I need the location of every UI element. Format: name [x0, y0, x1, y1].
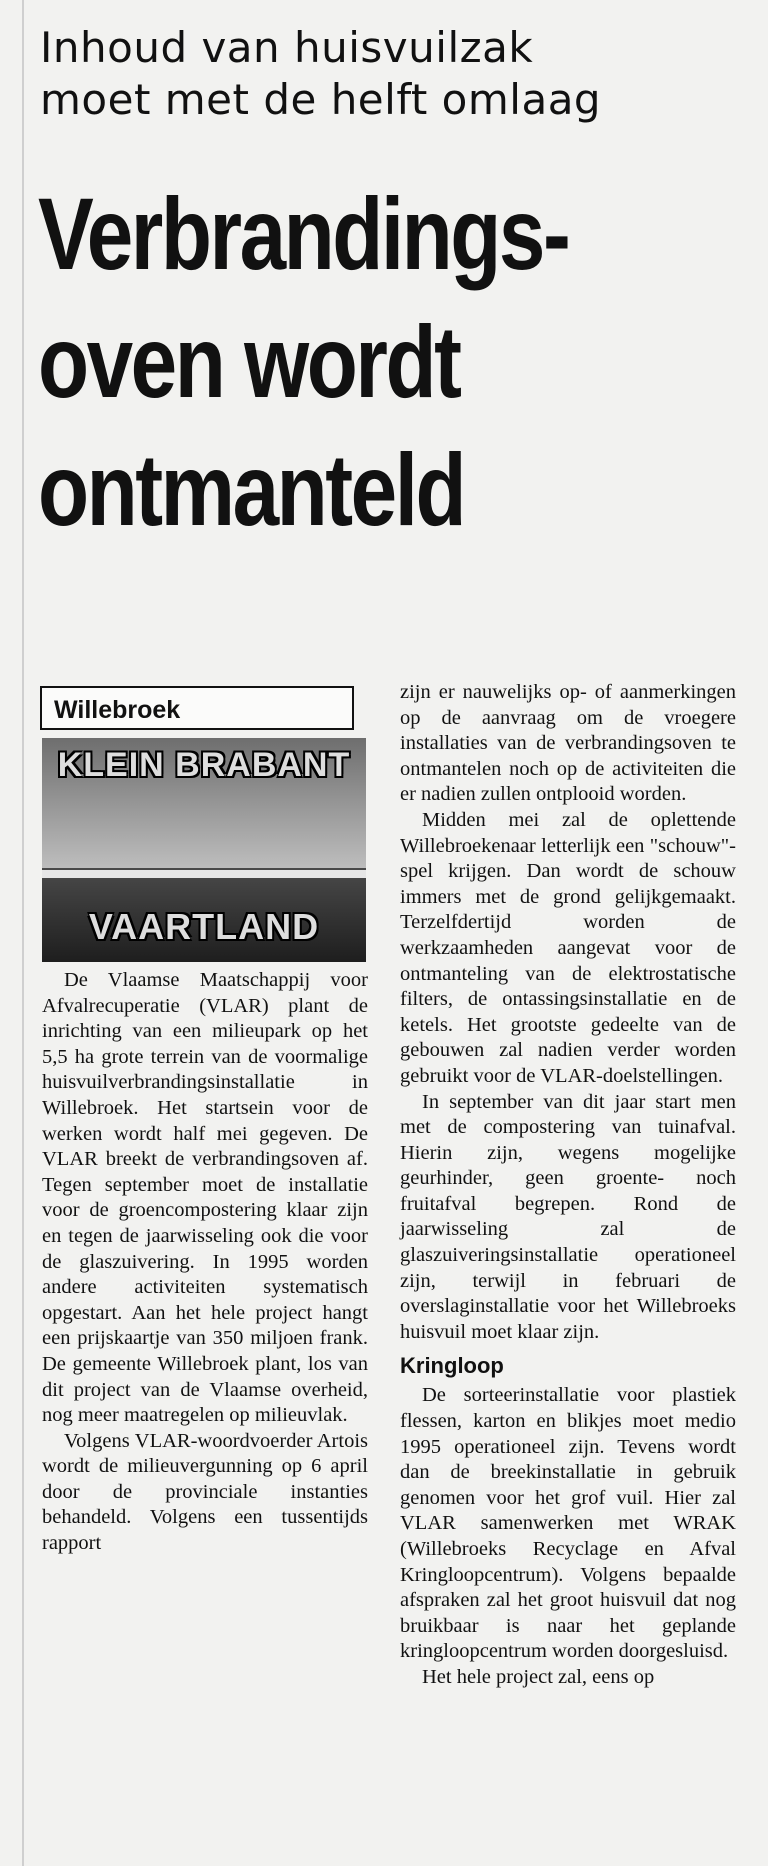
- paragraph: Het hele project zal, eens op: [422, 1665, 655, 1688]
- headline-line: Verbrandings-: [38, 177, 569, 291]
- logo-water: [42, 870, 366, 878]
- headline-line: oven wordt: [38, 305, 460, 419]
- kicker: [40, 22, 750, 126]
- left-column: [38, 686, 368, 1557]
- paragraph: zijn er nauwelijks op- of aanmerkingen op de aanvraag om de vroegere installaties van de verbrandingsoven te ontmantelen noch op de activiteiten die er nadien zullen ontplooid worden.: [400, 681, 736, 806]
- paragraph: De sorteerinstallatie voor plastiek flessen, karton en blikjes moet medio 1995 operationeel zijn. Tevens wordt dan de breekinstallatie in gebruik genomen voor het grof vuil. Hier zal VLAR samenwerken met WRAK (Willebroeks Recyclage en Afval Kringloopcentrum). Volgens bepaalde afspraken zal het groot huisvuil dat nog bruikbaar is naar het geplande kringloopcentrum worden doorgesluisd.: [400, 1384, 736, 1663]
- paragraph: In september van dit jaar start men met de compostering van tuinafval. Hierin zijn, wegens mogelijke geurhinder, geen groente- noch fruitafval begrepen. Rond de jaarwisseling zal de glaszuiveringsinstallatie operationeel zijn, terwijl in februari de overslaginstallatie voor het Willebroeks huisvuil moet klaar zijn.: [400, 1090, 736, 1343]
- column-rule: [22, 0, 24, 1866]
- kicker-line: Inhoud van huisvuilzak: [40, 23, 534, 72]
- headline: [38, 170, 628, 554]
- paragraph: Midden mei zal de oplettende Willebroekenaar letterlijk een "schouw"-spel krijgen. Dan wordt de schouw immers met de grond gelijkgemaakt. Terzelfdertijd worden de werkzaamheden aangevat voor de ontmanteling van de elektrostatische filters, de ontassingsinstallatie en de ketels. Het grootste gedeelte van de gebouwen zal nadien verder worden gebruikt voor de VLAR-doelstellingen.: [400, 808, 736, 1087]
- right-column: [400, 680, 736, 1691]
- logo-bottom-text: VAARTLAND: [88, 906, 320, 947]
- kicker-line: moet met de helft omlaag: [40, 75, 602, 124]
- paragraph: Volgens VLAR-woordvoerder Artois wordt de milieuvergunning op 6 april door de provinciale instanties behandeld. Volgens een tussentijds rapport: [42, 1429, 368, 1555]
- klein-brabant-vaartland-logo: [42, 738, 366, 962]
- article-body-left: [42, 968, 368, 1557]
- section-label: Willebroek: [40, 686, 354, 730]
- headline-line: ontmanteld: [38, 433, 465, 547]
- subhead-kringloop: Kringloop: [400, 1353, 504, 1379]
- paragraph: De Vlaamse Maatschappij voor Afvalrecuperatie (VLAR) plant de inrichting van een milieupark op het 5,5 ha grote terrein van de voormalige huisvuilverbrandingsinstallatie in Willebroek. Het startsein voor de werken wordt half mei gegeven. De VLAR breekt de verbrandingsoven af. Tegen september moet de installatie voor de groencompostering klaar zijn en tegen de jaarwisseling ook die voor de glaszuivering. In 1995 worden andere activiteiten systematisch opgestart. Aan het hele project hangt een prijskaartje van 350 miljoen frank. De gemeente Willebroek plant, los van dit project van de Vlaamse overheid, nog meer maatregelen op milieuvlak.: [42, 969, 368, 1427]
- logo-top-text: KLEIN BRABANT: [57, 746, 351, 784]
